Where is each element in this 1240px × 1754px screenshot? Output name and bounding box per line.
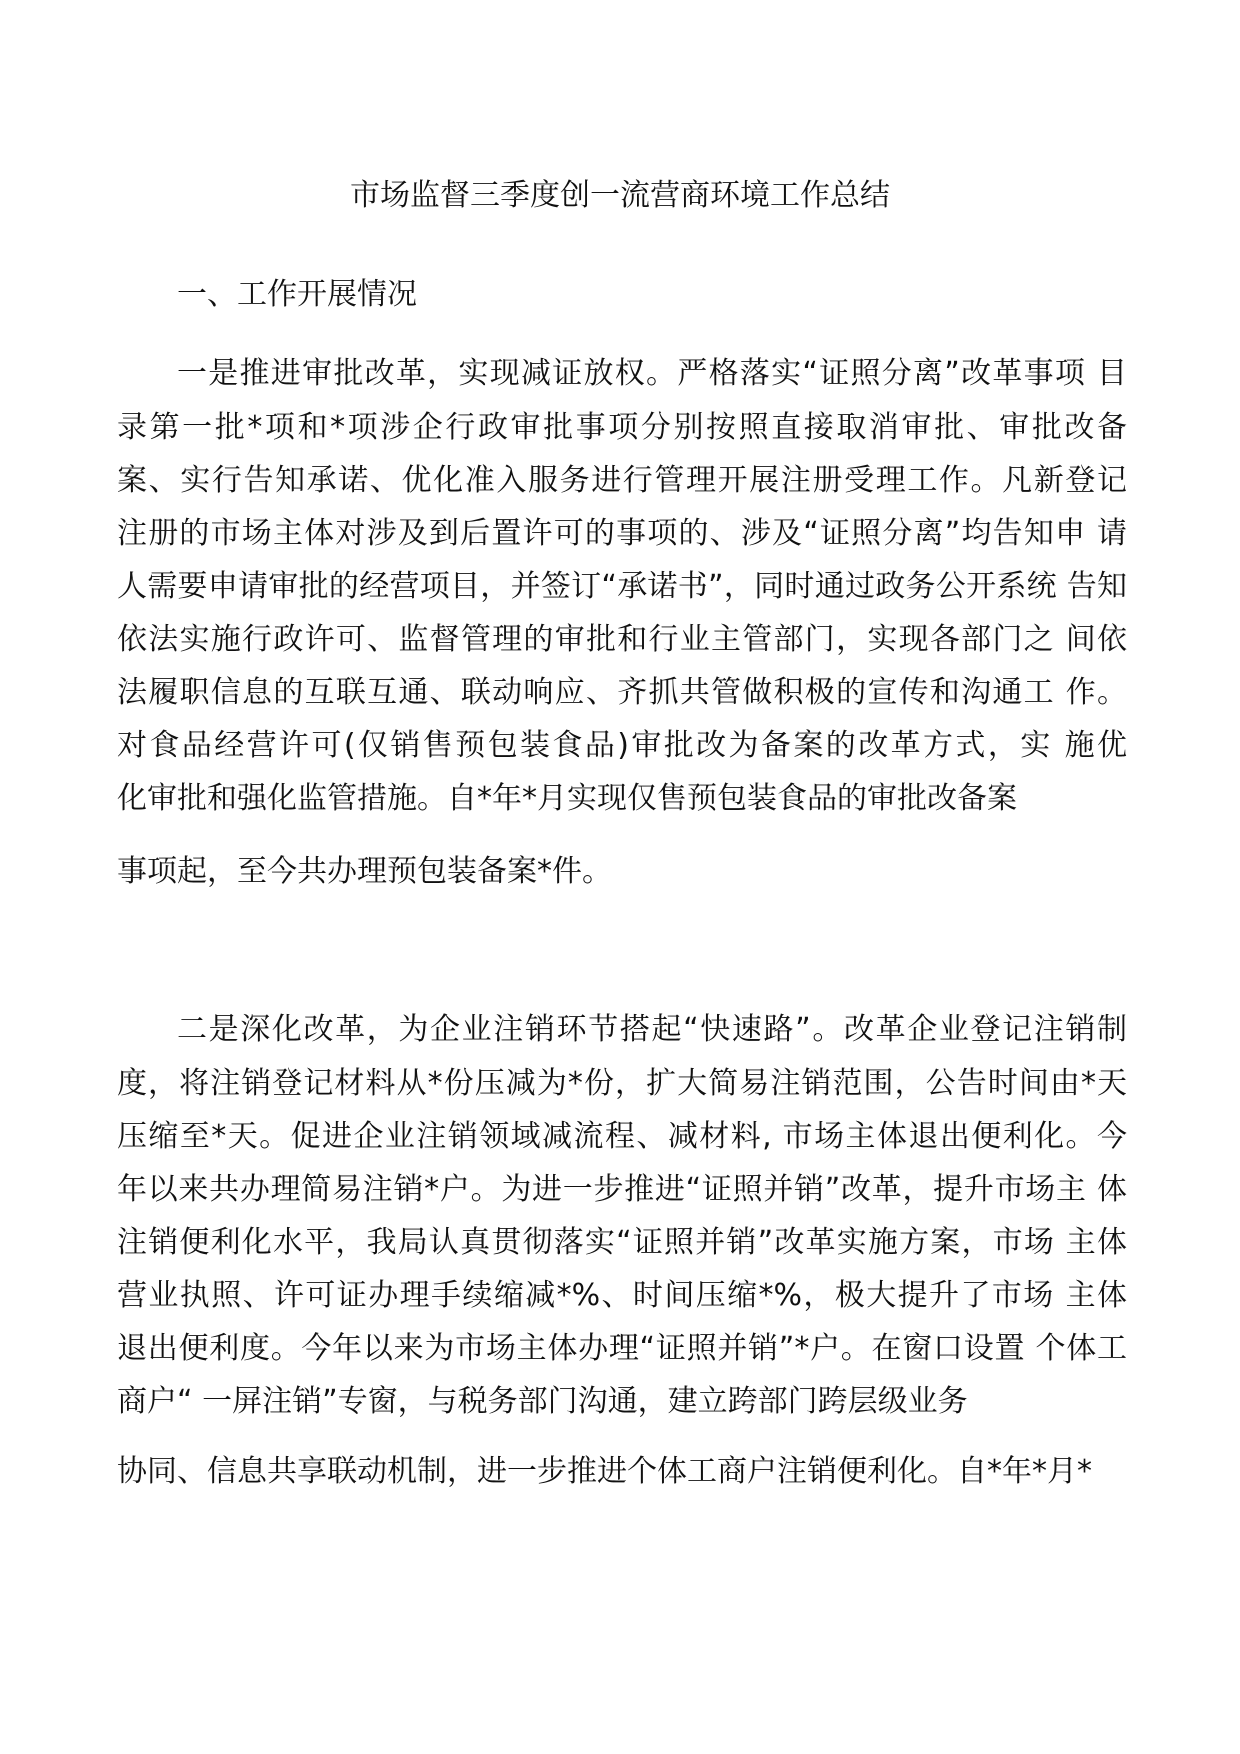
paragraph-line: 一是推进审批改革，实现减证放权。严格落实“证照分离”改革事项 目: [177, 356, 1127, 391]
paragraph-line: 事项起，至今共办理预包装备案*件。: [117, 854, 612, 889]
paragraph-line: 协同、信息共享联动机制，进一步推进个体工商户注销便利化。自*年*月*: [117, 1454, 1092, 1489]
paragraph-line: 对食品经营许可(仅销售预包装食品)审批改为备案的改革方式，实 施优: [117, 728, 1127, 763]
paragraph-line: 化审批和强化监管措施。自*年*月实现仅售预包装食品的审批改备案: [117, 781, 1017, 816]
paragraph-line: 营业执照、许可证办理手续缩减*%、时间压缩*%，极大提升了市场 主体: [117, 1278, 1127, 1313]
paragraph-line: 法履职信息的互联互通、联动响应、齐抓共管做积极的宣传和沟通工 作。: [117, 675, 1127, 710]
paragraph-line: 度，将注销登记材料从*份压减为*份，扩大简易注销范围，公告时间由*天: [117, 1066, 1127, 1101]
paragraph-line: 压缩至*天。促进企业注销领域减流程、减材料, 市场主体退出便利化。今: [117, 1119, 1127, 1154]
document-title: 市场监督三季度创一流营商环境工作总结: [350, 178, 890, 213]
paragraph-line: 人需要申请审批的经营项目，并签订“承诺书”，同时通过政务公开系统 告知: [117, 569, 1127, 604]
paragraph-line: 注销便利化水平，我局认真贯彻落实“证照并销”改革实施方案，市场 主体: [117, 1225, 1127, 1260]
paragraph-line: 注册的市场主体对涉及到后置许可的事项的、涉及“证照分离”均告知申 请: [117, 516, 1127, 551]
paragraph-line: 二是深化改革，为企业注销环节搭起“快速路”。改革企业登记注销制: [177, 1012, 1127, 1047]
paragraph-line: 退出便利度。今年以来为市场主体办理“证照并销”*户。在窗口设置 个体工: [117, 1331, 1127, 1366]
paragraph-line: 商户“ 一屏注销”专窗，与税务部门沟通，建立跨部门跨层级业务: [117, 1384, 968, 1419]
paragraph-line: 年以来共办理简易注销*户。为进一步推进“证照并销”改革，提升市场主 体: [117, 1172, 1127, 1207]
paragraph-line: 依法实施行政许可、监督管理的审批和行业主管部门，实现各部门之 间依: [117, 622, 1127, 657]
paragraph-line: 案、实行告知承诺、优化准入服务进行管理开展注册受理工作。凡新登记: [117, 463, 1127, 498]
paragraph-line: 录第一批*项和*项涉企行政审批事项分别按照直接取消审批、审批改备: [117, 410, 1127, 445]
section-heading: 一、工作开展情况: [177, 277, 417, 312]
